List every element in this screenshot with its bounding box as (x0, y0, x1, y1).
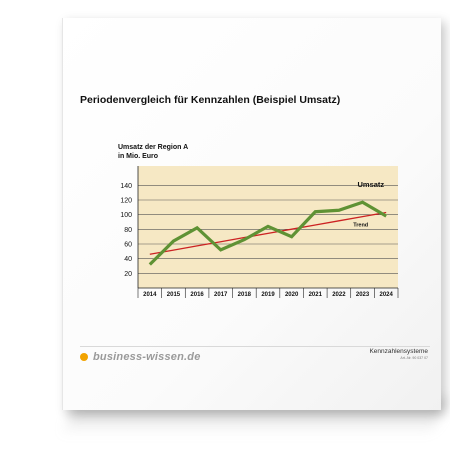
x-tick-label: 2021 (308, 292, 322, 298)
x-tick-label: 2019 (261, 292, 275, 298)
x-tick-label: 2017 (214, 292, 228, 298)
chart-container (118, 140, 408, 300)
sales-line-chart (118, 140, 408, 300)
logo-text: business-wissen.de (93, 351, 201, 363)
series-label-umsatz: Umsatz (357, 180, 385, 190)
y-axis-label-line: in Mio. Euro (118, 153, 159, 160)
document-title: Periodenvergleich für Kennzahlen (Beispiel Umsatz) (80, 94, 341, 106)
footer-divider (80, 346, 430, 347)
y-tick-label: 40 (124, 256, 132, 264)
y-tick-label: 60 (124, 241, 132, 249)
y-tick-label: 120 (120, 197, 132, 205)
x-axis (138, 288, 398, 298)
y-tick-label: 80 (124, 226, 132, 234)
x-tick-label: 2014 (143, 292, 157, 298)
x-tick-label: 2015 (166, 292, 181, 298)
x-tick-label: 2018 (237, 292, 252, 298)
y-tick-label: 140 (120, 182, 132, 190)
logo-dot-icon (80, 353, 88, 361)
x-tick-label: 2022 (332, 292, 346, 298)
brand-logo[interactable] (80, 351, 201, 363)
x-tick-label: 2023 (355, 292, 370, 298)
y-axis-label-line: Umsatz der Region A (118, 144, 189, 151)
y-tick-label: 100 (120, 212, 132, 220)
y-tick-label: 20 (124, 270, 132, 278)
x-tick-label: 2020 (284, 292, 299, 298)
footer-article-number: Art.-Nr. 90 037 07 (400, 356, 428, 360)
footer-meta (369, 348, 428, 360)
y-axis-label (118, 144, 188, 160)
footer-category: Kennzahlensysteme (369, 348, 428, 355)
y-tick-labels (120, 183, 132, 278)
series-label-trend: Trend (353, 222, 369, 229)
x-tick-label: 2016 (190, 292, 204, 298)
x-tick-label: 2024 (379, 292, 393, 298)
